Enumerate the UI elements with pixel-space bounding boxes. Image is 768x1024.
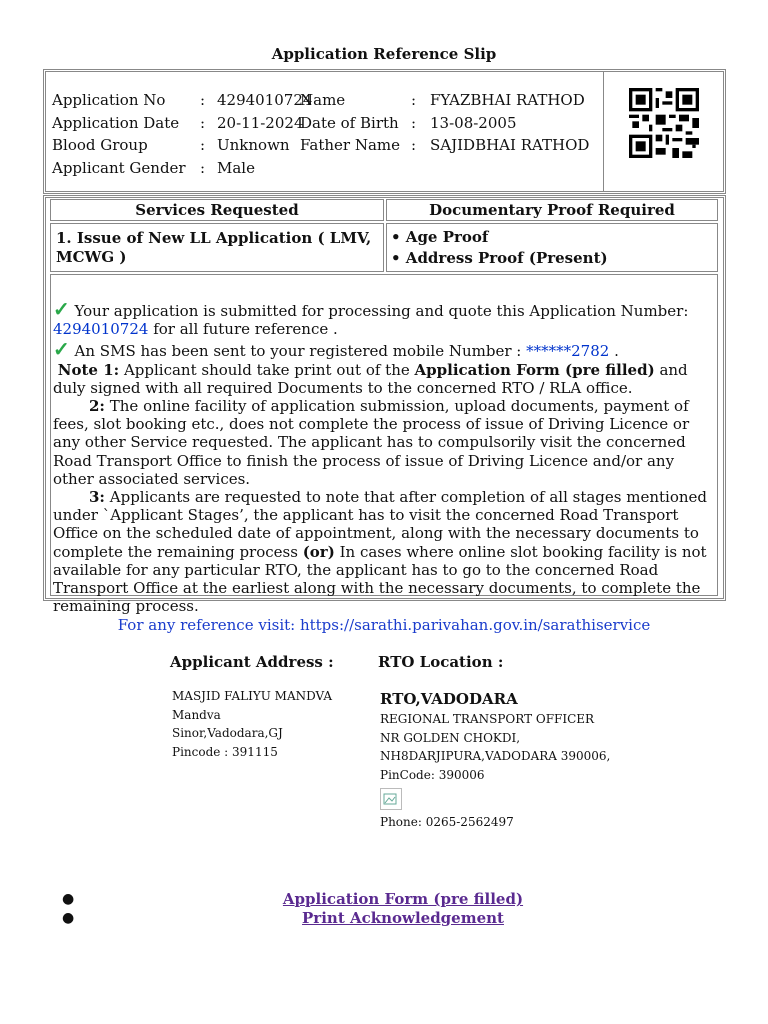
rto-line: NH8DARJIPURA,VADODARA 390006,: [380, 749, 611, 763]
check-icon: ✓: [53, 297, 70, 321]
name-value: FYAZBHAI RATHOD: [430, 91, 585, 109]
application-no-value: 4294010724: [217, 91, 313, 109]
mobile-number: ******2782: [526, 342, 610, 361]
rto-phone: Phone: 0265-2562497: [380, 815, 514, 829]
page-title: Application Reference Slip: [271, 45, 497, 63]
name-label: Name: [300, 91, 346, 109]
application-number-ref: 4294010724: [53, 320, 149, 339]
applicant-address: [172, 687, 332, 761]
bullet: ●: [62, 910, 75, 926]
links-list: [0, 890, 768, 928]
info-colons-1: [200, 89, 214, 179]
gender-value: Male: [217, 158, 255, 177]
proof-list: [386, 223, 718, 272]
applicant-address-header: Applicant Address :: [170, 653, 334, 671]
broken-image-icon: [380, 788, 402, 810]
dob-label: Date of Birth: [300, 113, 399, 132]
application-form-link[interactable]: Application Form (pre filled): [282, 890, 524, 908]
colon: :: [200, 158, 206, 177]
proof-item: • Age Proof: [391, 228, 489, 246]
info-labels-2: [300, 89, 407, 157]
print-acknowledgement-link[interactable]: Print Acknowledgement: [302, 909, 504, 927]
list-item: [0, 890, 768, 909]
link-wrap: [0, 890, 768, 909]
father-label: Father Name: [300, 136, 401, 154]
rto-address: [380, 688, 610, 832]
note-1: Note 1: Applicant should take print out of the Application Form (pre filled) and duly signed with all required Documents to the concerned RTO / RLA office.: [53, 360, 688, 397]
proof-item: • Address Proof (Present): [391, 249, 608, 267]
list-item: [0, 909, 768, 928]
note-3: 3: Applicants are requested to note that after completion of all stages mentioned under `Applicant Stages’, the applicant has to visit the concerned Road Transport Office on the scheduled date of appointment, along with the necessary documents to complete the remaining process (or) In cases where online slot booking facility is not available for any particular RTO, the applicant has to go to the concerned Road Transport Office at the earliest along with the necessary documents, to complete the remaining process.: [53, 488, 708, 616]
colon: :: [411, 91, 417, 109]
colon: :: [411, 113, 417, 132]
dob-value: 13-08-2005: [430, 113, 517, 132]
rto-line: REGIONAL TRANSPORT OFFICER: [380, 712, 595, 726]
link-wrap: [0, 909, 768, 928]
colon: :: [200, 113, 206, 132]
qr-code-icon: [629, 88, 699, 158]
info-values-2: [430, 89, 600, 157]
rto-pincode: PinCode: 390006: [380, 767, 485, 782]
address-line: MASJID FALIYU MANDVA: [172, 689, 333, 703]
colon: :: [411, 136, 417, 154]
father-value: SAJIDBHAI RATHOD: [430, 136, 590, 154]
application-date-value: 20-11-2024: [217, 113, 304, 132]
address-pincode: Pincode : 391115: [172, 744, 278, 759]
info-colons-2: [411, 89, 425, 157]
reference-link-text: For any reference visit: https://sarathi.parivahan.gov.in/sarathiservice: [117, 616, 651, 634]
rto-name: RTO,VADODARA: [380, 690, 518, 708]
submitted-message: ✓ Your application is submitted for processing and quote this Application Number: 4294010724 for all future reference .: [53, 297, 689, 339]
info-labels-1: [52, 89, 193, 179]
qr-cell: [603, 71, 725, 192]
bullet: ●: [62, 891, 75, 907]
services-header: Services Requested: [50, 199, 384, 221]
rto-location-header: RTO Location :: [378, 653, 504, 671]
application-date-label: Application Date: [52, 113, 180, 132]
gender-label: Applicant Gender: [52, 158, 186, 177]
notes: [53, 297, 718, 616]
blood-group-value: Unknown: [217, 136, 290, 154]
colon: :: [200, 136, 206, 154]
proof-header: Documentary Proof Required: [386, 199, 718, 221]
note-2: 2: The online facility of application submission, upload documents, payment of fees, slot booking etc., does not complete the process of issue of Driving Licence or any other Service requested. The applicant has to compulsorily visit the concerned Road Transport Office to finish the process of issue of Driving Licence and/or any other associated services.: [53, 397, 690, 488]
blood-group-label: Blood Group: [52, 136, 148, 154]
address-line: Sinor,Vadodara,GJ: [172, 726, 283, 740]
sms-message: ✓ An SMS has been sent to your registered mobile Number : ******2782 .: [53, 337, 619, 362]
check-icon: ✓: [53, 337, 70, 362]
colon: :: [200, 91, 206, 109]
application-no-label: Application No: [52, 91, 166, 109]
address-line: Mandva: [172, 707, 221, 722]
service-item: 1. Issue of New LL Application ( LMV, MCWG ): [50, 223, 384, 272]
rto-line: NR GOLDEN CHOKDI,: [380, 730, 521, 745]
